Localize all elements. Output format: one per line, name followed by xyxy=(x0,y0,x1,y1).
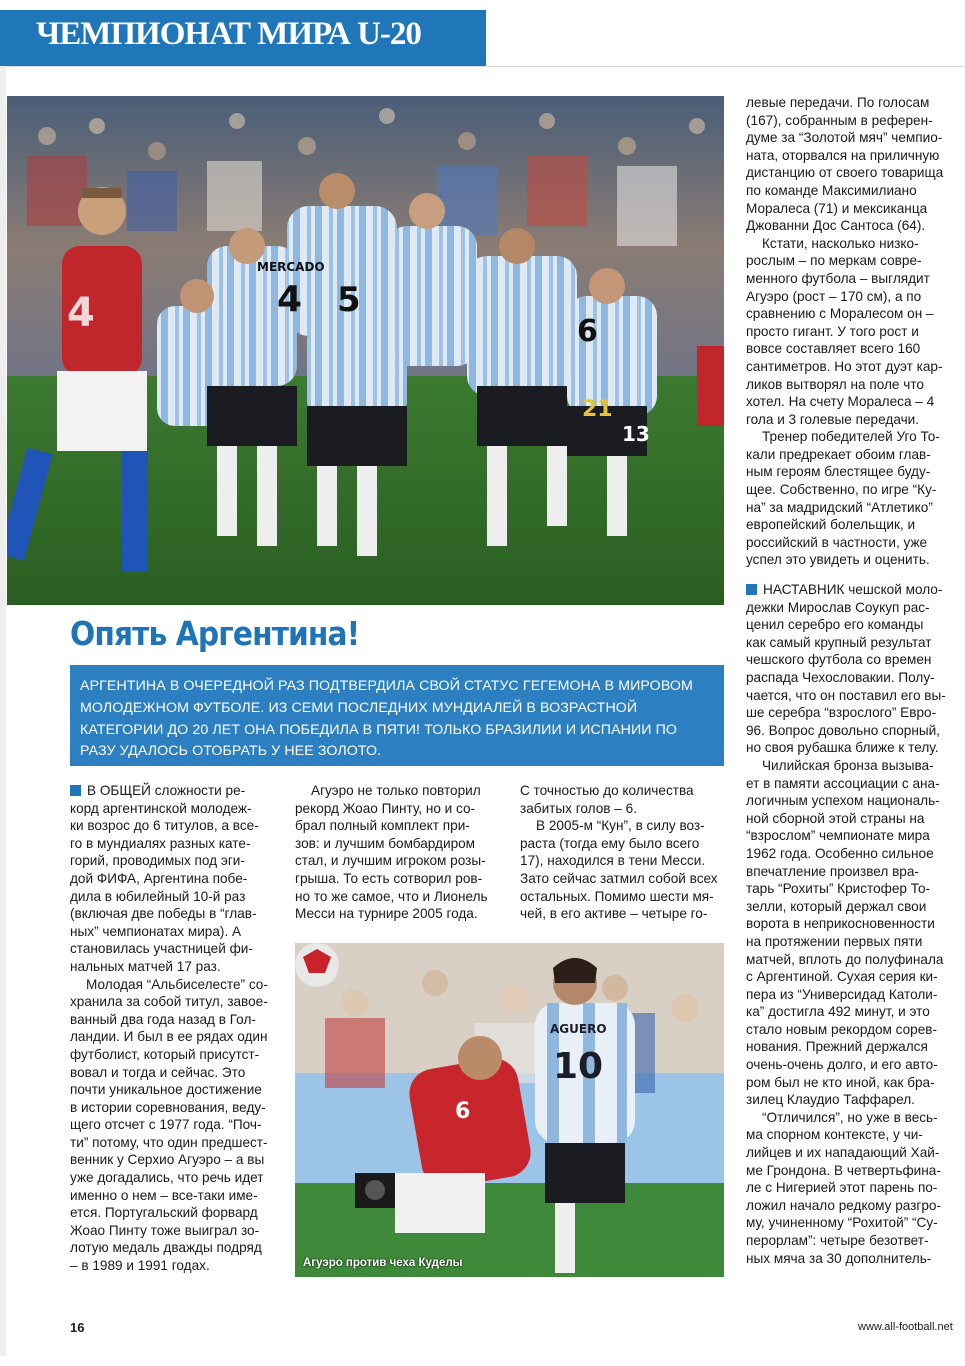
text-line: Жоао Пинту тоже выиграл зо- xyxy=(70,1222,260,1238)
text-line: ром был не кто иной, как бра- xyxy=(746,1074,935,1090)
jersey-number: 10 xyxy=(553,1046,604,1087)
text-line: сравнению с Моралесом он – xyxy=(746,306,934,322)
text-line: 96. Вопрос довольно спорный, xyxy=(746,722,940,738)
text-line: российский в частности, уже xyxy=(746,534,928,550)
text-line: щего отсчет с 1977 года. “Поч- xyxy=(70,1117,262,1133)
text-line: тарь “Рохиты” Кристофер То- xyxy=(746,881,931,897)
text-line: на протяжении первых пяти xyxy=(746,933,923,949)
text-line: В ОБЩЕЙ сложности ре- xyxy=(70,782,276,800)
text-line: зелли, который держал свои xyxy=(746,898,927,914)
text-line: очень-очень долго, и его авто- xyxy=(746,1057,938,1073)
jersey-name: MERCADO xyxy=(257,260,325,274)
paragraph-marker xyxy=(746,584,757,595)
text-line: Чилийская бронза вызыва- xyxy=(762,757,934,773)
text-line: уже догадались, что речь идет xyxy=(70,1170,264,1186)
text-line: 17), находился в тени Месси. xyxy=(520,853,706,869)
photo-aguero-vs-kudela xyxy=(295,943,724,1277)
text-line: вовсе составляет всего 160 xyxy=(746,341,921,357)
text-line: (включая две победы в “глав- xyxy=(70,906,257,922)
text-line: го в мундиалях разных кате- xyxy=(70,835,251,851)
text-line: стало новым рекордом сорев- xyxy=(746,1021,938,1037)
text-line: ната, оторвался на приличную xyxy=(746,147,940,163)
article-title: Опять Аргентина! xyxy=(70,614,360,653)
text-line: дила в юбилейный 10-й раз xyxy=(70,888,246,904)
text-line: ти” потому, что один предшест- xyxy=(70,1134,268,1150)
text-line: раста (тогда ему было всего xyxy=(520,835,700,851)
text-line: стал, и лучшим игроком розы- xyxy=(295,853,486,869)
text-line: щее. Собственно, по игре “Ку- xyxy=(746,482,937,498)
text-line: Зато сейчас затмил собой всех xyxy=(520,870,718,886)
text-line: ле с Нигерией этот парень по- xyxy=(746,1180,938,1196)
text-line: Агуэро (рост – 170 см), а по xyxy=(746,288,922,304)
text-line: по команде Максимилиано xyxy=(746,182,917,198)
text-line: Месси на турнире 2005 года. xyxy=(295,906,478,922)
text-line: лийцев и их нападающий Хай- xyxy=(746,1145,940,1161)
text-line: ка” достигла 492 минут, и это xyxy=(746,1004,930,1020)
text-line: сантиметров. Но этот дуэт кар- xyxy=(746,358,943,374)
page-edge xyxy=(0,66,6,1356)
text-line: Тренер победителей Уго То- xyxy=(762,429,940,445)
text-line: – в 1989 и 1991 годах. xyxy=(70,1258,210,1274)
text-line: брал полный комплект при- xyxy=(295,818,470,834)
text-line: ки возрос до 6 титулов, а все- xyxy=(70,818,259,834)
text-line: менного футбола – выглядит xyxy=(746,270,930,286)
text-line: ландии. И был в ее рядах один xyxy=(70,1029,268,1045)
text-line: дежки Мирослав Соукуп рас- xyxy=(746,599,930,615)
jersey-number: 6 xyxy=(577,314,598,349)
text-line: чается, что он поставил его вы- xyxy=(746,687,946,703)
text-column-2 xyxy=(295,782,501,923)
text-line: ликов вытворял на поле что xyxy=(746,376,924,392)
text-line: Агуэро не только повторил xyxy=(311,783,481,798)
text-line: горий, проводимых под эги- xyxy=(70,853,245,869)
text-line: но то же самое, что и Лионель xyxy=(295,888,488,904)
text-line: С точностью до количества xyxy=(520,783,694,798)
text-column-4 xyxy=(746,94,951,1267)
text-line: ной сборной этой страны на xyxy=(746,810,925,826)
text-line: вовал и тогда и сейчас. Это xyxy=(70,1064,246,1080)
text-line: становилась участницей фи- xyxy=(70,941,253,957)
text-line: на” за мадридский “Атлетико” xyxy=(746,499,933,515)
text-line: ванный два года назад в Гол- xyxy=(70,1011,256,1027)
text-line: левые передачи. По голосам xyxy=(746,95,930,110)
text-line: ным героям блестящее буду- xyxy=(746,464,931,480)
text-line: Молодая “Альбиселесте” со- xyxy=(86,976,268,992)
text-line: в истории соревнования, веду- xyxy=(70,1099,266,1115)
text-line: как самый крупный результат xyxy=(746,634,932,650)
text-column-3 xyxy=(520,782,726,923)
text-line: “взрослом” чемпионате мира xyxy=(746,828,930,844)
jersey-number: 4 xyxy=(277,279,303,320)
page-number: 16 xyxy=(70,1320,85,1335)
jersey-number: 13 xyxy=(622,422,650,446)
text-line: перорлам”: четыре безответ- xyxy=(746,1233,929,1248)
text-line: ет в памяти ассоциации с ана- xyxy=(746,775,940,791)
text-line: чешского футбола со времен xyxy=(746,652,932,668)
jersey-number: 6 xyxy=(455,1099,471,1124)
text-line: ме Грондона. В четвертьфина- xyxy=(746,1162,941,1178)
text-line: дистанцию от своего товарища xyxy=(746,165,944,181)
text-line: Джованни Дос Сантоса (64). xyxy=(746,218,926,234)
text-line: нования. Прежний держался xyxy=(746,1039,928,1055)
text-line: му, учиненному “Рохитой” “Су- xyxy=(746,1215,938,1231)
section-title: ЧЕМПИОНАТ МИРА U-20 xyxy=(36,16,421,52)
text-line: думе за “Золотой мяч” чемпио- xyxy=(746,130,943,146)
text-line: ных мяча за 30 дополнитель- xyxy=(746,1250,932,1266)
text-line: рекорд Жоао Пинту, но и со- xyxy=(295,800,476,816)
text-line: (167), собранным в референ- xyxy=(746,112,933,128)
paragraph-marker xyxy=(70,785,81,796)
text-line: нальных матчей 17 раз. xyxy=(70,958,221,974)
text-line: ма спорном контексте, у чи- xyxy=(746,1127,923,1143)
text-line: корд аргентинской молодеж- xyxy=(70,800,252,816)
text-line: венник у Серхио Агуэро – а вы xyxy=(70,1152,265,1168)
text-line: НАСТАВНИК чешской моло- xyxy=(746,581,951,599)
text-line: ворота в неприкосновенности xyxy=(746,916,935,932)
text-line: но своя рубашка ближе к телу. xyxy=(746,740,939,756)
jersey-number: 21 xyxy=(582,397,613,422)
text-line: почти уникальное достижение xyxy=(70,1082,262,1098)
text-line: с Аргентиной. Сухая серия ки- xyxy=(746,969,938,985)
text-line: футболист, который присутст- xyxy=(70,1046,260,1062)
text-line: 1962 года. Особенно сильное xyxy=(746,845,934,861)
text-line: “Отличился”, но уже в весь- xyxy=(762,1109,938,1125)
text-line: Кстати, насколько низко- xyxy=(762,235,919,251)
text-line: кали предрекает обоим глав- xyxy=(746,446,931,462)
jersey-number: 5 xyxy=(337,280,361,320)
text-line: дой ФИФА, Аргентина побе- xyxy=(70,870,248,886)
text-line: ценил серебро его команды xyxy=(746,617,924,633)
text-line: матчей, вплоть до полуфинала xyxy=(746,951,944,967)
lead-text: АРГЕНТИНА В ОЧЕРЕДНОЙ РАЗ ПОДТВЕРДИЛА СВОЙ СТАТУС ГЕГЕМОНА В МИРОВОМ МОЛОДЕЖНОМ ФУТБОЛЕ. ИЗ СЕМИ ПОСЛЕДНИХ МУНДИАЛЕЙ В ВОЗРАСТНОЙ КАТЕГОРИИ ДО 20 ЛЕТ ОНА ПОБЕДИЛА В ПЯТИ! ТОЛЬКО БРАЗИЛИИ И ИСПАНИИ ПО РАЗУ УДАЛОСЬ ОТОБРАТЬ У НЕЕ ЗОЛОТО. xyxy=(80,678,693,760)
text-line: чей, в его активе – четыре го- xyxy=(520,906,708,922)
text-line: просто гигант. У того рост и xyxy=(746,323,919,339)
text-line: распада Чехословакии. Полу- xyxy=(746,670,935,685)
text-line: впечатление произвел вра- xyxy=(746,863,919,879)
text-line: Моралеса (71) и мексиканца xyxy=(746,200,928,216)
text-line: именно о нем – все-таки име- xyxy=(70,1187,258,1203)
text-line: успел это увидеть и оценить. xyxy=(746,552,930,568)
text-line: хранила за собой титул, завое- xyxy=(70,994,268,1010)
text-line: рослым – по меркам совре- xyxy=(746,253,922,269)
text-line: В 2005-м “Кун”, в силу воз- xyxy=(536,818,705,834)
text-column-1 xyxy=(70,782,276,1275)
text-line: пера из “Универсидад Католи- xyxy=(746,986,938,1002)
text-line: логичным успехом националь- xyxy=(746,793,940,809)
text-line: ется. Португальский форвард xyxy=(70,1205,258,1221)
text-line: гола и 3 голевые передачи. xyxy=(746,411,920,427)
text-line: ных” чемпионатах мира). А xyxy=(70,923,242,939)
text-line: лотую медаль дважды подряд xyxy=(70,1240,262,1256)
jersey-number: 4 xyxy=(67,290,95,336)
main-photo-celebration xyxy=(7,96,724,605)
text-line: зилец Клаудио Таффарел. xyxy=(746,1092,915,1108)
text-line: хотел. На счету Моралеса – 4 xyxy=(746,394,935,410)
website-url: www.all-football.net xyxy=(858,1321,953,1333)
text-line: забитых голов – 6. xyxy=(520,800,637,816)
photo-caption: Агуэро против чеха Куделы xyxy=(303,1257,463,1269)
text-line: европейский болельщик, и xyxy=(746,517,916,533)
text-line: грыша. То есть сотворил ров- xyxy=(295,870,483,886)
text-line: ложил начало редкому разгро- xyxy=(746,1197,942,1213)
header-divider xyxy=(0,66,965,67)
jersey-name: AGUERO xyxy=(550,1022,607,1036)
text-line: зов: и лучшим бомбардиром xyxy=(295,835,476,851)
text-line: ше серебра “взрослого” Евро- xyxy=(746,705,937,721)
text-line: остальных. Помимо шести мя- xyxy=(520,888,714,904)
